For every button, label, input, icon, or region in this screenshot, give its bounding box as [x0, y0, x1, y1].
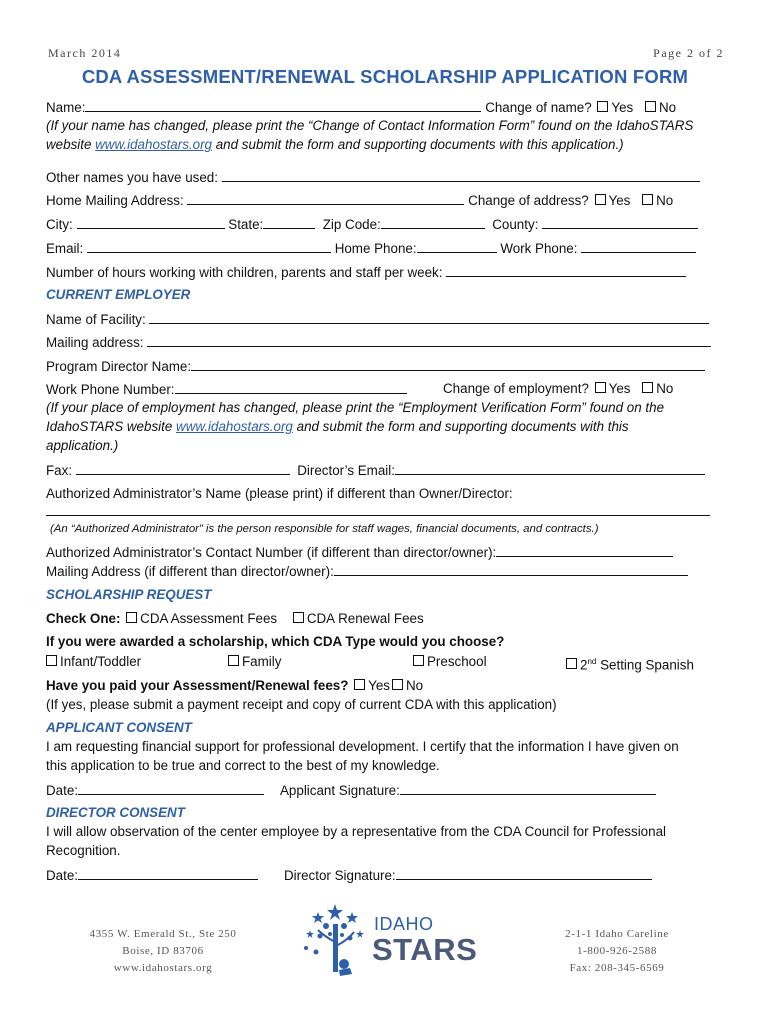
check-one-row: [46, 610, 424, 628]
county-label: County:: [492, 217, 539, 232]
director-signature-row: [284, 866, 652, 885]
current-employer-heading: CURRENT EMPLOYER: [46, 287, 191, 302]
email-row: [46, 239, 696, 258]
director-signature-label: Director Signature:: [284, 868, 396, 883]
mailing-label: Mailing address:: [46, 335, 144, 350]
change-address-no-checkbox[interactable]: [642, 194, 653, 205]
paid-row: [46, 677, 423, 695]
change-address-label: Change of address?: [468, 193, 589, 208]
footer-fax: Fax: 208-345-6569: [569, 962, 665, 974]
applicant-date-field[interactable]: [78, 781, 264, 795]
director-email-label: Director’s Email:: [297, 463, 395, 478]
yes-label: Yes: [611, 100, 634, 115]
yes-label: Yes: [368, 678, 390, 693]
footer-street: 4355 W. Emerald St., Ste 250: [89, 928, 237, 940]
spanish-ordinal: nd: [587, 657, 597, 666]
director-consent-line1: I will allow observation of the center employee by a representative from the CDA Council for Professional: [46, 824, 666, 839]
assessment-label: CDA Assessment Fees: [140, 611, 278, 626]
change-name-label: Change of name?: [485, 100, 592, 115]
change-employment-label: Change of employment?: [443, 381, 589, 396]
family-option: [228, 653, 281, 671]
state-field[interactable]: [263, 215, 315, 229]
name-label: Name:: [46, 100, 86, 115]
yes-label: Yes: [608, 381, 631, 396]
renewal-label: CDA Renewal Fees: [306, 611, 424, 626]
spanish-label: Setting Spanish: [600, 657, 694, 673]
employment-note-line3: application.): [46, 438, 119, 453]
employment-note-text-end: and submit the form and supporting documents with this: [296, 419, 629, 434]
hours-field[interactable]: [446, 263, 686, 277]
other-names-label: Other names you have used:: [46, 170, 218, 185]
preschool-option: [413, 653, 487, 671]
preschool-checkbox[interactable]: [413, 655, 424, 666]
work-phone-row: [46, 380, 407, 399]
director-date-field[interactable]: [78, 866, 258, 880]
logo-stars-text: STARS: [372, 932, 478, 967]
change-name-yes-checkbox[interactable]: [597, 101, 608, 112]
home-address-label: Home Mailing Address:: [46, 193, 184, 208]
email-label: Email:: [46, 241, 84, 256]
applicant-consent-line2: this application to be true and correct to the best of my knowledge.: [46, 758, 440, 773]
work-phone-field[interactable]: [581, 239, 696, 253]
spanish-number: 2: [580, 657, 588, 673]
applicant-consent-line1: I am requesting financial support for professional development. I certify that the information I have given on: [46, 739, 679, 754]
mailing-row: [46, 333, 711, 352]
footer-careline: 2-1-1 Idaho Careline: [565, 928, 669, 940]
applicant-signature-label: Applicant Signature:: [280, 783, 400, 798]
family-checkbox[interactable]: [228, 655, 239, 666]
zip-field[interactable]: [381, 215, 485, 229]
idahostars-link-employer[interactable]: www.idahostars.org: [176, 419, 293, 434]
email-field[interactable]: [87, 239, 331, 253]
admin-contact-label: Authorized Administrator’s Contact Number (if different than director/owner):: [46, 545, 497, 560]
paid-yes-checkbox[interactable]: [354, 679, 365, 690]
admin-name-field[interactable]: [46, 515, 710, 516]
idahostars-link[interactable]: www.idahostars.org: [95, 137, 212, 152]
logo-idaho-text: IDAHO: [374, 914, 434, 934]
director-signature-field[interactable]: [396, 866, 652, 880]
employment-note-line2: [46, 418, 629, 436]
infant-checkbox[interactable]: [46, 655, 57, 666]
change-employment-row: [443, 380, 673, 398]
mailing-field[interactable]: [147, 333, 711, 347]
paid-question: Have you paid your Assessment/Renewal fees?: [46, 678, 349, 693]
footer-address: [68, 926, 258, 977]
facility-row: [46, 310, 709, 329]
zip-label: Zip Code:: [322, 217, 381, 232]
admin-contact-row: [46, 543, 673, 562]
city-field[interactable]: [77, 215, 225, 229]
home-address-row: [46, 191, 673, 210]
star-tree-icon: [300, 902, 370, 978]
infant-option: [46, 653, 141, 671]
director-label: Program Director Name:: [46, 359, 192, 374]
paid-no-checkbox[interactable]: [392, 679, 403, 690]
name-field[interactable]: [85, 98, 481, 112]
cda-type-question: If you were awarded a scholarship, which CDA Type would you choose?: [46, 634, 505, 649]
yes-label: Yes: [608, 193, 631, 208]
director-email-field[interactable]: [395, 461, 705, 475]
home-address-field[interactable]: [187, 191, 464, 205]
name-note-line1: (If your name has changed, please print the “Change of Contact Information Form” found on the IdahoSTARS: [46, 118, 694, 133]
no-label: No: [656, 193, 674, 208]
director-row: [46, 357, 705, 376]
home-phone-field[interactable]: [417, 239, 497, 253]
no-label: No: [658, 100, 677, 115]
employer-phone-label: Work Phone Number:: [46, 382, 175, 397]
footer-city: Boise, ID 83706: [122, 945, 204, 957]
fax-label: Fax:: [46, 463, 73, 478]
header-page-number: Page 2 of 2: [653, 46, 724, 60]
family-label: Family: [242, 654, 282, 669]
work-phone-label: Work Phone:: [500, 241, 578, 256]
name-note-text: website: [46, 137, 92, 152]
home-phone-label: Home Phone:: [334, 241, 417, 256]
city-label: City:: [46, 217, 73, 232]
admin-contact-field[interactable]: [496, 543, 673, 557]
name-row: [46, 98, 676, 117]
assessment-checkbox[interactable]: [126, 612, 137, 623]
check-one-label: Check One:: [46, 611, 121, 626]
no-label: No: [656, 381, 674, 396]
fax-field[interactable]: [76, 461, 290, 475]
admin-note: (An “Authorized Administrator” is the person responsible for staff wages, financial documents, and contracts.): [50, 523, 599, 535]
employer-phone-field[interactable]: [175, 380, 407, 394]
fax-row: [46, 461, 705, 480]
applicant-signature-field[interactable]: [400, 781, 656, 795]
other-names-field[interactable]: [222, 168, 700, 182]
employment-note-text: IdahoSTARS website: [46, 419, 173, 434]
county-field[interactable]: [542, 215, 698, 229]
change-name-no-checkbox[interactable]: [645, 101, 656, 112]
director-date-row: [46, 866, 258, 885]
other-names-row: [46, 168, 700, 187]
admin-mailing-label: Mailing Address (if different than director/owner):: [46, 564, 334, 579]
change-employment-no-checkbox[interactable]: [642, 382, 653, 393]
footer-website: www.idahostars.org: [113, 962, 213, 974]
director-consent-line2: Recognition.: [46, 843, 121, 858]
hours-row: [46, 263, 686, 282]
director-field[interactable]: [191, 357, 705, 371]
form-title: CDA ASSESSMENT/RENEWAL SCHOLARSHIP APPLICATION FORM: [81, 66, 689, 87]
applicant-consent-heading: APPLICANT CONSENT: [46, 720, 192, 735]
name-note-text-end: and submit the form and supporting documents with this application.): [215, 137, 624, 152]
idahostars-logo: [300, 902, 480, 978]
state-label: State:: [228, 217, 264, 232]
renewal-checkbox[interactable]: [293, 612, 304, 623]
director-consent-heading: DIRECTOR CONSENT: [46, 805, 185, 820]
change-address-yes-checkbox[interactable]: [595, 194, 606, 205]
city-row: [46, 215, 698, 234]
facility-label: Name of Facility:: [46, 312, 146, 327]
admin-name-label: Authorized Administrator’s Name (please print) if different than Owner/Director:: [46, 486, 513, 501]
spanish-checkbox[interactable]: [566, 658, 577, 669]
no-label: No: [406, 678, 424, 693]
scholarship-heading: SCHOLARSHIP REQUEST: [46, 587, 212, 602]
admin-mailing-row: [46, 562, 688, 581]
facility-field[interactable]: [149, 310, 709, 324]
applicant-date-row: [46, 781, 264, 800]
applicant-date-label: Date:: [46, 783, 79, 798]
spanish-option: [566, 653, 694, 674]
director-date-label: Date:: [46, 868, 79, 883]
applicant-signature-row: [280, 781, 656, 800]
employment-note-line1: (If your place of employment has changed, please print the “Employment Verification Form” found on the: [46, 400, 665, 415]
footer-phone: 1-800-926-2588: [577, 945, 657, 957]
preschool-label: Preschool: [427, 654, 487, 669]
change-employment-yes-checkbox[interactable]: [595, 382, 606, 393]
infant-label: Infant/Toddler: [60, 654, 142, 669]
header-date: March 2014: [48, 46, 122, 60]
name-note-line2: [46, 136, 624, 154]
admin-mailing-field[interactable]: [334, 562, 688, 576]
hours-label: Number of hours working with children, parents and staff per week:: [46, 265, 443, 280]
paid-note: (If yes, please submit a payment receipt and copy of current CDA with this application): [46, 697, 557, 712]
footer-contact: [522, 926, 712, 977]
